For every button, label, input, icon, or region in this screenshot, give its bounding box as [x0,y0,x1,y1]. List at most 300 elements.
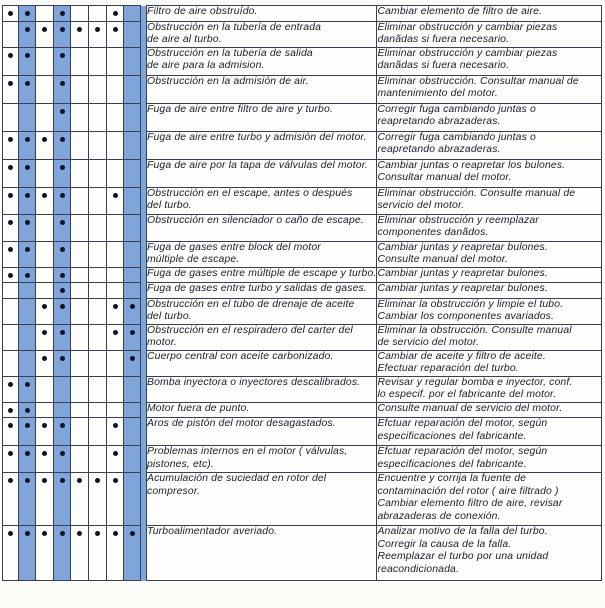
symptom-cell [19,214,36,241]
bullet-dot-icon [60,109,65,114]
symptom-cell [71,159,89,187]
symptom-cell [54,75,71,103]
bullet-dot-icon [113,11,118,16]
remedy-text: Efectuar reparación del turbo. [377,363,519,374]
symptom-cell [19,526,36,581]
cause-text: Acumulación de suciedad en rotor del [147,473,327,484]
symptom-cell [71,21,89,47]
symptom-cell [124,267,141,283]
table-row [3,241,602,267]
symptom-cell [107,241,124,267]
remedy-text: Revisar y regular bomba e inyector, conf. [377,376,573,388]
cause-text: Aros de pistón del motor desagastados. [147,418,336,429]
symptom-cell [3,75,19,103]
bullet-dot-icon [95,478,100,483]
bullet-dot-icon [8,408,13,413]
symptom-cell [36,446,54,473]
cause-text: Turboalimentador averiado. [147,526,278,537]
bullet-dot-icon [77,531,82,536]
bullet-dot-icon [8,247,13,252]
table-row [3,324,602,350]
table-row [3,267,602,283]
bullet-dot-icon [113,330,118,335]
symptom-cell [54,214,71,241]
symptom-cell [89,283,107,299]
symptom-cell [124,47,141,75]
bullet-dot-icon [42,451,47,456]
symptom-cell [89,446,107,473]
symptom-cell [19,21,36,47]
bullet-dot-icon [25,165,30,170]
symptom-cell [89,214,107,241]
symptom-cell [54,103,71,131]
cause-cell [147,298,377,324]
remedy-cell [377,376,602,402]
remedy-text: Eliminar obstrucción y cambiar piezas [377,21,558,33]
symptom-cell [36,418,54,446]
remedy-cell [377,473,602,526]
symptom-cell [71,418,89,446]
bullet-dot-icon [8,478,13,483]
cause-cell [147,159,377,187]
bullet-dot-icon [60,27,65,32]
remedy-cell [377,103,602,131]
remedy-text: reacondicionada. [377,563,459,575]
remedy-text: Consulte manual de servicio del motor. [377,402,563,414]
bullet-dot-icon [130,304,135,309]
bullet-dot-icon [113,193,118,198]
symptom-cell [36,350,54,376]
bullet-dot-icon [77,27,82,32]
symptom-cell [71,402,89,418]
remedy-text: danãdas si fuera necesario. [377,34,510,45]
symptom-cause-table [2,5,602,581]
symptom-cell [89,418,107,446]
symptom-cell [54,21,71,47]
table-row [3,214,602,241]
table-row [3,298,602,324]
symptom-cell [107,21,124,47]
symptom-cell [107,75,124,103]
symptom-cell [3,446,19,473]
symptom-cell [124,473,141,526]
cause-text: Obstrucción en silenciador o caño de escape. [147,214,364,226]
bullet-dot-icon [25,382,30,387]
symptom-cell [54,350,71,376]
cause-text: Obstrucción en el escape, antes o después [147,187,353,199]
cause-cell [147,526,377,581]
bullet-dot-icon [8,382,13,387]
bullet-dot-icon [60,330,65,335]
bullet-dot-icon [8,53,13,58]
symptom-cell [89,187,107,214]
symptom-cell [3,376,19,402]
remedy-text: reapretando abrazaderas. [377,116,501,127]
symptom-cell [19,267,36,283]
symptom-cell [124,418,141,446]
remedy-text: Corregir fuga cambiando juntas o [377,131,536,143]
symptom-cell [36,324,54,350]
remedy-text: mantenimiento del motor. [377,88,498,99]
symptom-cell [54,241,71,267]
bullet-dot-icon [60,137,65,142]
cause-cell [147,214,377,241]
remedy-cell [377,402,602,418]
bullet-dot-icon [42,304,47,309]
bullet-dot-icon [60,53,65,58]
symptom-cell [54,402,71,418]
cause-text: Obstrucción en la tubería de entrada [147,21,322,33]
symptom-cell [19,350,36,376]
symptom-cell [89,6,107,22]
bullet-dot-icon [42,193,47,198]
cause-cell [147,131,377,159]
symptom-cell [36,241,54,267]
symptom-cell [19,75,36,103]
cause-text: Fuga de aire entre filtro de aire y turbo. [147,103,333,115]
symptom-cell [3,159,19,187]
symptom-cell [19,131,36,159]
cause-cell [147,267,377,283]
remedy-cell [377,350,602,376]
bullet-dot-icon [130,531,135,536]
symptom-cell [71,526,89,581]
symptom-cell [107,526,124,581]
remedy-cell [377,324,602,350]
remedy-text: reapretando abrazaderas. [377,144,501,155]
bullet-dot-icon [113,423,118,428]
symptom-cell [107,214,124,241]
symptom-cell [89,75,107,103]
symptom-cell [71,376,89,402]
symptom-cell [124,283,141,299]
cause-cell [147,473,377,526]
table-row [3,187,602,214]
symptom-cell [19,6,36,22]
cause-text: compresor. [147,485,201,497]
cause-text: Obstrucción en el respiradero del carter del [147,324,353,336]
bullet-dot-icon [60,273,65,278]
bullet-dot-icon [60,356,65,361]
symptom-cell [89,526,107,581]
bullet-dot-icon [60,11,65,16]
symptom-cell [19,187,36,214]
symptom-cell [3,283,19,299]
cause-text: Cuerpo central con aceite carbonizado. [147,350,334,362]
symptom-cell [124,187,141,214]
symptom-cell [107,47,124,75]
remedy-cell [377,21,602,47]
symptom-cell [107,473,124,526]
bullet-dot-icon [25,408,30,413]
symptom-cell [19,103,36,131]
symptom-cell [54,526,71,581]
symptom-cell [19,376,36,402]
table-row [3,376,602,402]
symptom-cell [124,446,141,473]
symptom-cell [36,473,54,526]
symptom-cell [19,402,36,418]
symptom-cell [107,187,124,214]
remedy-text: Efctuar reparación del motor, según [377,418,548,429]
remedy-cell [377,267,602,283]
remedy-text: especificaciones del fabricante. [377,430,527,442]
cause-cell [147,241,377,267]
cause-cell [147,75,377,103]
symptom-cell [36,159,54,187]
symptom-cell [89,47,107,75]
remedy-cell [377,75,602,103]
symptom-cell [19,324,36,350]
table-row [3,526,602,581]
symptom-cell [71,267,89,283]
symptom-cell [36,214,54,241]
bullet-dot-icon [113,304,118,309]
symptom-cell [36,75,54,103]
cause-cell [147,187,377,214]
symptom-cell [71,6,89,22]
bullet-dot-icon [25,451,30,456]
cause-text: Obstrucción en la admisión de air. [147,75,309,87]
symptom-cell [89,103,107,131]
symptom-cell [54,298,71,324]
remedy-text: Eliminar obstrucción. Consultar manual de [377,75,579,87]
bullet-dot-icon [8,81,13,86]
bullet-dot-icon [42,330,47,335]
remedy-cell [377,214,602,241]
table-row [3,131,602,159]
symptom-cell [3,21,19,47]
symptom-cell [19,298,36,324]
cause-text: de aire al turbo. [147,34,222,45]
bullet-dot-icon [8,273,13,278]
remedy-text: Cambiar elemento de filtro de aire. [377,6,543,17]
remedy-text: Eliminar obstrucción. Consulte manual de [377,187,576,199]
cause-text: Obstrucción en el tubo de drenaje de aceite [147,298,355,310]
table-row [3,446,602,473]
bullet-dot-icon [25,531,30,536]
remedy-text: especificaciones del fabricante. [377,458,527,470]
bullet-dot-icon [25,53,30,58]
symptom-cell [54,6,71,22]
remedy-text: danãdas si fuera necesario. [377,60,510,71]
cause-cell [147,350,377,376]
symptom-cell [3,350,19,376]
symptom-cell [89,473,107,526]
remedy-text: Cambiar elemento filtro de aire, revisar [377,498,563,509]
remedy-cell [377,526,602,581]
bullet-dot-icon [60,288,65,293]
symptom-cell [71,298,89,324]
symptom-cell [71,446,89,473]
symptom-cell [89,21,107,47]
symptom-cell [124,298,141,324]
remedy-text: Cambiar juntas y reapretar bulones. [377,241,548,253]
symptom-cell [19,241,36,267]
symptom-cell [71,47,89,75]
cause-text: del turbo. [147,200,192,211]
bullet-dot-icon [8,423,13,428]
bullet-dot-icon [60,193,65,198]
symptom-cell [124,159,141,187]
table-row [3,47,602,75]
symptom-cell [71,187,89,214]
symptom-cell [89,324,107,350]
symptom-cell [89,267,107,283]
cause-cell [147,283,377,299]
bullet-dot-icon [60,81,65,86]
cause-text: Filtro de aire obstruído. [147,6,258,17]
symptom-cell [124,402,141,418]
bullet-dot-icon [60,220,65,225]
symptom-cell [36,267,54,283]
bullet-dot-icon [42,423,47,428]
symptom-cell [107,131,124,159]
table-row [3,350,602,376]
symptom-cell [19,473,36,526]
symptom-cell [36,187,54,214]
symptom-cell [124,21,141,47]
symptom-cell [124,103,141,131]
symptom-cell [124,131,141,159]
cause-cell [147,21,377,47]
remedy-cell [377,241,602,267]
remedy-text: de servicio del motor. [377,337,480,348]
table-row [3,21,602,47]
bullet-dot-icon [25,11,30,16]
symptom-cell [3,418,19,446]
symptom-cell [3,187,19,214]
bullet-dot-icon [25,247,30,252]
remedy-text: Encuentre y corrija la fuente de [377,473,527,484]
symptom-cell [3,214,19,241]
remedy-text: Cambiar los componentes avariados. [377,311,555,322]
remedy-text: componentes danãdos. [377,227,489,238]
remedy-text: Analizar motivo de la falla del turbo. [377,526,548,537]
bullet-dot-icon [60,165,65,170]
cause-text: Fuga de gases entre block del motor [147,241,321,253]
cause-cell [147,446,377,473]
bullet-dot-icon [113,531,118,536]
bullet-dot-icon [60,423,65,428]
cause-text: Fuga de gases entre múltiple de escape y turbo. [147,267,377,279]
symptom-cell [107,324,124,350]
symptom-cell [107,267,124,283]
table-row [3,6,602,22]
symptom-cell [3,526,19,581]
symptom-cell [3,324,19,350]
bullet-dot-icon [25,27,30,32]
symptom-cell [36,47,54,75]
cause-text: múltiple de escape. [147,254,240,265]
symptom-cell [107,103,124,131]
cause-text: Motor fuera de punto. [147,402,250,414]
symptom-cell [89,350,107,376]
symptom-cell [19,283,36,299]
symptom-cell [124,350,141,376]
remedy-text: abrazaderas de conexión. [377,510,501,522]
symptom-cell [54,418,71,446]
remedy-cell [377,283,602,299]
remedy-cell [377,131,602,159]
symptom-cell [71,75,89,103]
symptom-cell [3,47,19,75]
symptom-cell [3,267,19,283]
cause-text: Problemas internos en el motor ( válvulas, [147,446,348,457]
symptom-cell [107,350,124,376]
remedy-text: Corregir fuga cambiando juntas o [377,103,536,115]
symptom-cell [19,418,36,446]
bullet-dot-icon [60,247,65,252]
symptom-cell [107,446,124,473]
table-row [3,159,602,187]
symptom-cell [3,241,19,267]
symptom-cell [54,283,71,299]
symptom-cell [36,6,54,22]
cause-cell [147,402,377,418]
symptom-cell [124,214,141,241]
remedy-text: lo especif. por el fabricante del motor. [377,389,557,400]
remedy-cell [377,418,602,446]
cause-text: del turbo. [147,311,192,322]
symptom-cell [3,103,19,131]
symptom-cell [124,75,141,103]
symptom-cell [3,6,19,22]
remedy-text: Eliminar obstrucción y cambiar piezas [377,47,558,59]
bullet-dot-icon [25,423,30,428]
table-row [3,75,602,103]
remedy-cell [377,298,602,324]
cause-cell [147,418,377,446]
cause-cell [147,324,377,350]
bullet-dot-icon [25,193,30,198]
bullet-dot-icon [8,193,13,198]
cause-text: Fuga de gases entre turbo y salidas de gases. [147,283,367,294]
table-row [3,473,602,526]
cause-cell [147,6,377,22]
symptom-cell [36,131,54,159]
bullet-dot-icon [42,531,47,536]
symptom-cell [71,283,89,299]
symptom-cell [71,103,89,131]
remedy-cell [377,6,602,22]
table-row [3,283,602,299]
table-row [3,103,602,131]
symptom-cell [124,526,141,581]
cause-text: pistones, etc). [147,458,214,470]
symptom-cell [71,131,89,159]
symptom-cell [54,376,71,402]
bullet-dot-icon [25,81,30,86]
symptom-cell [124,376,141,402]
symptom-cell [3,402,19,418]
bullet-dot-icon [42,356,47,361]
remedy-text: Reemplazar el turbo por una unidad [377,551,549,562]
remedy-text: Efctuar reparación del motor, según [377,446,548,457]
bullet-dot-icon [60,531,65,536]
bullet-dot-icon [95,531,100,536]
cause-text: motor. [147,337,177,348]
cause-text: Bomba inyectora o inyectores descalibrados. [147,376,361,388]
symptom-cell [3,131,19,159]
bullet-dot-icon [77,478,82,483]
symptom-cell [89,402,107,418]
bullet-dot-icon [8,165,13,170]
remedy-text: servicio del motor. [377,200,465,211]
bullet-dot-icon [113,451,118,456]
cause-text: Obstrucción en la tubería de salida [147,47,313,59]
symptom-cell [107,159,124,187]
